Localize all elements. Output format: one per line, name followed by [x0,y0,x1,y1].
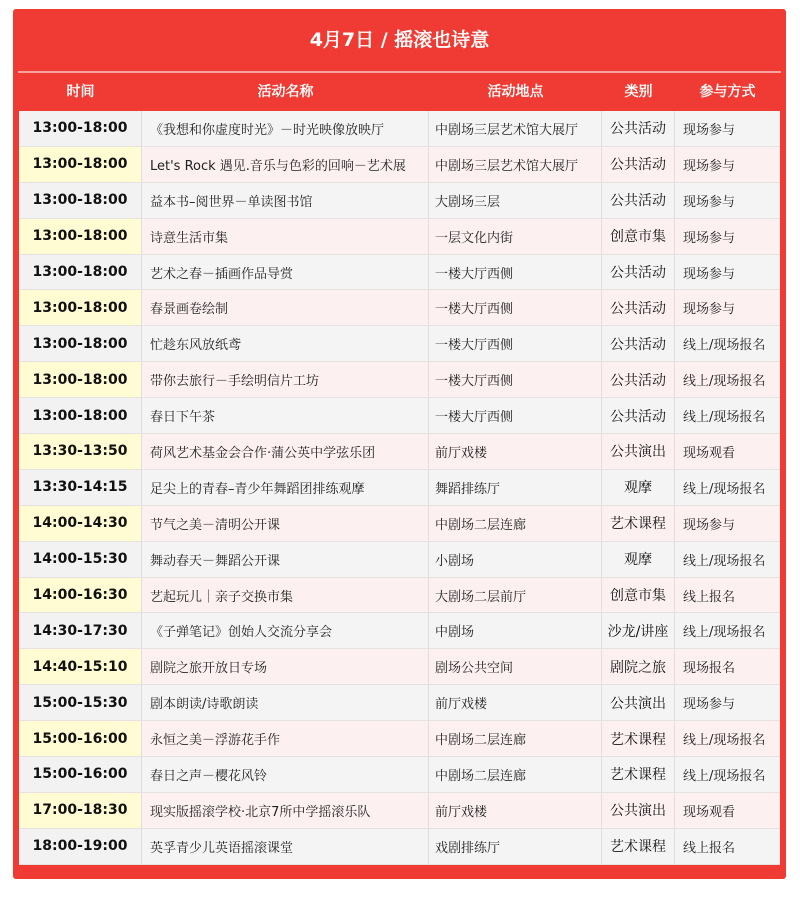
category-cell: 沙龙/讲座 [602,613,675,648]
table-row [19,219,780,255]
table-row [19,542,780,578]
category-cell: 公共演出 [602,685,675,720]
activity-name-cell: 足尖上的青春–青少年舞蹈团排练观摩 [142,470,429,505]
location-cell: 前厅戏楼 [429,685,602,720]
category-cell: 公共活动 [602,362,675,397]
time-cell: 13:00-18:00 [19,326,142,361]
participation-cell: 线上/现场报名 [675,542,780,577]
header-time: 时间 [66,84,95,100]
activity-name-cell: 带你去旅行－手绘明信片工坊 [142,362,429,397]
location-cell: 一层文化内街 [429,219,602,254]
table-row [19,793,780,829]
table-row [19,685,780,721]
activity-name-cell: 剧本朗读/诗歌朗读 [142,685,429,720]
location-cell: 舞蹈排练厅 [429,470,602,505]
location-cell: 一楼大厅西侧 [429,398,602,433]
activity-name-cell: 现实版摇滚学校·北京7所中学摇滚乐队 [142,793,429,828]
time-cell: 13:00-18:00 [19,147,142,182]
location-cell: 前厅戏楼 [429,793,602,828]
activity-name-cell: 剧院之旅开放日专场 [142,649,429,684]
activity-name-cell: 春景画卷绘制 [142,290,429,325]
time-cell: 13:00-18:00 [19,219,142,254]
category-cell: 创意市集 [602,219,675,254]
category-cell: 艺术课程 [602,506,675,541]
participation-cell: 现场观看 [675,793,780,828]
location-cell: 前厅戏楼 [429,434,602,469]
table-row [19,111,780,147]
activity-name-cell: 舞动春天－舞蹈公开课 [142,542,429,577]
participation-cell: 现场观看 [675,434,780,469]
participation-cell: 现场参与 [675,685,780,720]
location-cell: 小剧场 [429,542,602,577]
location-cell: 大剧场三层 [429,183,602,218]
header-location: 活动地点 [487,84,544,100]
schedule-table [19,111,780,865]
table-row [19,649,780,685]
category-cell: 创意市集 [602,578,675,613]
time-cell: 15:00-16:00 [19,721,142,756]
time-cell: 14:40-15:10 [19,649,142,684]
header-participation: 参与方式 [699,84,756,100]
time-cell: 14:00-15:30 [19,542,142,577]
schedule-title: 4月7日 / 摇滚也诗意 [309,29,490,51]
time-cell: 13:30-13:50 [19,434,142,469]
category-cell: 公共演出 [602,434,675,469]
activity-name-cell: Let's Rock 遇见.音乐与色彩的回响－艺术展 [142,147,429,182]
table-row [19,362,780,398]
participation-cell: 现场参与 [675,147,780,182]
location-cell: 一楼大厅西侧 [429,326,602,361]
location-cell: 戏剧排练厅 [429,829,602,864]
category-cell: 公共活动 [602,183,675,218]
participation-cell: 线上/现场报名 [675,398,780,433]
table-row [19,757,780,793]
participation-cell: 线上/现场报名 [675,613,780,648]
location-cell: 剧场公共空间 [429,649,602,684]
table-row [19,147,780,183]
participation-cell: 现场参与 [675,219,780,254]
participation-cell: 线上/现场报名 [675,362,780,397]
participation-cell: 线上报名 [675,829,780,864]
activity-name-cell: 《我想和你虚度时光》－时光映像放映厅 [142,111,429,146]
location-cell: 中剧场二层连廊 [429,721,602,756]
location-cell: 中剧场三层艺术馆大展厅 [429,147,602,182]
time-cell: 13:00-18:00 [19,290,142,325]
activity-name-cell: 春日之声－樱花风铃 [142,757,429,792]
category-cell: 公共活动 [602,147,675,182]
category-cell: 公共活动 [602,290,675,325]
location-cell: 一楼大厅西侧 [429,290,602,325]
time-cell: 13:00-18:00 [19,183,142,218]
table-row [19,721,780,757]
participation-cell: 现场参与 [675,290,780,325]
time-cell: 13:00-18:00 [19,398,142,433]
location-cell: 中剧场二层连廊 [429,757,602,792]
location-cell: 中剧场 [429,613,602,648]
participation-cell: 现场报名 [675,649,780,684]
time-cell: 17:00-18:30 [19,793,142,828]
time-cell: 14:00-14:30 [19,506,142,541]
table-row [19,470,780,506]
category-cell: 公共活动 [602,255,675,290]
category-cell: 艺术课程 [602,757,675,792]
time-cell: 13:00-18:00 [19,111,142,146]
schedule-frame [13,9,786,879]
location-cell: 大剧场二层前厅 [429,578,602,613]
activity-name-cell: 忙趁东风放纸鸢 [142,326,429,361]
time-cell: 14:30-17:30 [19,613,142,648]
time-cell: 14:00-16:30 [19,578,142,613]
table-row [19,398,780,434]
participation-cell: 线上/现场报名 [675,326,780,361]
location-cell: 一楼大厅西侧 [429,255,602,290]
participation-cell: 线上报名 [675,578,780,613]
location-cell: 中剧场三层艺术馆大展厅 [429,111,602,146]
participation-cell: 现场参与 [675,183,780,218]
title-divider [18,71,781,73]
activity-name-cell: 诗意生活市集 [142,219,429,254]
category-cell: 公共活动 [602,326,675,361]
table-row [19,613,780,649]
table-row [19,326,780,362]
activity-name-cell: 艺术之春－插画作品导赏 [142,255,429,290]
category-cell: 公共活动 [602,398,675,433]
participation-cell: 线上/现场报名 [675,721,780,756]
category-cell: 艺术课程 [602,829,675,864]
participation-cell: 现场参与 [675,506,780,541]
activity-name-cell: 永恒之美－浮游花手作 [142,721,429,756]
activity-name-cell: 节气之美－清明公开课 [142,506,429,541]
table-row [19,255,780,291]
category-cell: 观摩 [602,470,675,505]
category-cell: 观摩 [602,542,675,577]
participation-cell: 线上/现场报名 [675,757,780,792]
time-cell: 13:00-18:00 [19,255,142,290]
time-cell: 15:00-15:30 [19,685,142,720]
activity-name-cell: 艺起玩儿｜亲子交换市集 [142,578,429,613]
table-row [19,829,780,865]
activity-name-cell: 荷风艺术基金会合作·蒲公英中学弦乐团 [142,434,429,469]
table-row [19,290,780,326]
table-row [19,506,780,542]
time-cell: 13:30-14:15 [19,470,142,505]
activity-name-cell: 春日下午茶 [142,398,429,433]
activity-name-cell: 英孚青少儿英语摇滚课堂 [142,829,429,864]
participation-cell: 现场参与 [675,255,780,290]
table-row [19,183,780,219]
time-cell: 15:00-16:00 [19,757,142,792]
table-row [19,434,780,470]
time-cell: 13:00-18:00 [19,362,142,397]
activity-name-cell: 《子弹笔记》创始人交流分享会 [142,613,429,648]
activity-name-cell: 益本书–阅世界－单读图书馆 [142,183,429,218]
category-cell: 公共演出 [602,793,675,828]
participation-cell: 现场参与 [675,111,780,146]
category-cell: 艺术课程 [602,721,675,756]
participation-cell: 线上/现场报名 [675,470,780,505]
category-cell: 公共活动 [602,111,675,146]
header-activity-name: 活动名称 [257,84,314,100]
time-cell: 18:00-19:00 [19,829,142,864]
table-row [19,578,780,614]
location-cell: 中剧场二层连廊 [429,506,602,541]
location-cell: 一楼大厅西侧 [429,362,602,397]
header-category: 类别 [624,84,653,100]
category-cell: 剧院之旅 [602,649,675,684]
